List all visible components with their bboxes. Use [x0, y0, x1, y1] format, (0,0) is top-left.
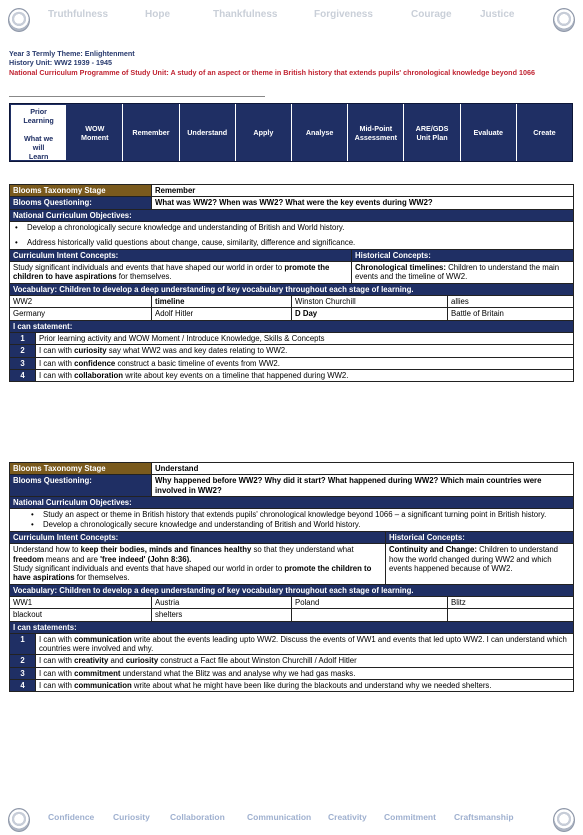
i-can-label: I can statement:: [10, 320, 574, 332]
value-truthfulness: Truthfulness: [48, 9, 109, 20]
footer-value-curiosity: Curiosity: [113, 812, 150, 822]
school-crest-icon: [553, 808, 575, 832]
values-header: [38, 9, 538, 27]
stage-value: Remember: [152, 185, 574, 197]
stage-remember[interactable]: Remember: [123, 104, 179, 161]
vocab-cell: D Day: [292, 308, 448, 320]
vocab-label: Vocabulary: Children to develop a deep understanding of key vocabulary throughout each stage of learning.: [10, 584, 574, 596]
statement-number: 4: [10, 680, 36, 692]
stage-mid-point-assessment[interactable]: Mid-Point Assessment: [348, 104, 404, 161]
remember-stage-table: [9, 184, 574, 382]
vocab-cell: Poland: [292, 596, 448, 608]
value-thankfulness: Thankfulness: [213, 9, 278, 20]
footer-value-collaboration: Collaboration: [170, 812, 225, 822]
footer-value-craftsmanship: Craftsmanship: [454, 812, 514, 822]
stage-prior-learning[interactable]: Prior Learning What we will Learn: [10, 104, 67, 161]
statement-number: 3: [10, 667, 36, 679]
statement-number: 4: [10, 369, 36, 381]
value-hope: Hope: [145, 9, 170, 20]
statement-number: 1: [10, 633, 36, 655]
vocab-cell: Battle of Britain: [448, 308, 574, 320]
stage-label: Blooms Taxonomy Stage: [10, 463, 152, 475]
vocab-cell: WW2: [10, 296, 152, 308]
footer-value-confidence: Confidence: [48, 812, 95, 822]
vocab-cell: allies: [448, 296, 574, 308]
objectives-label: National Curriculum Objectives:: [10, 209, 574, 221]
statement-text: I can with communication write about what he might have been like during the blackouts and understand why we needed shelters.: [36, 680, 574, 692]
stage-analyse[interactable]: Analyse: [292, 104, 348, 161]
objective-item: • Develop a chronologically secure knowledge and understanding of British and World history.: [13, 520, 570, 530]
value-courage: Courage: [411, 9, 452, 20]
vocab-cell: WW1: [10, 596, 152, 608]
school-crest-icon: [553, 8, 575, 32]
stage-apply[interactable]: Apply: [236, 104, 292, 161]
vocab-label: Vocabulary: Children to develop a deep understanding of key vocabulary throughout each stage of learning.: [10, 283, 574, 295]
history-unit: History Unit: WW2 1939 - 1945: [9, 58, 113, 68]
objectives-label: National Curriculum Objectives:: [10, 496, 574, 508]
footer-values: [38, 812, 538, 826]
statement-text: I can with curiosity say what WW2 was and key dates relating to WW2.: [36, 345, 574, 357]
statement-number: 3: [10, 357, 36, 369]
statement-text: I can with creativity and curiosity construct a Fact file about Winston Churchill / Adolf Hitler: [36, 655, 574, 667]
footer-value-communication: Communication: [247, 812, 312, 822]
stage-create[interactable]: Create: [533, 128, 556, 137]
statement-number: 1: [10, 332, 36, 344]
stage-wow-moment[interactable]: WOW Moment: [67, 104, 123, 161]
objectives-list: [10, 509, 574, 532]
historical-label: Historical Concepts:: [352, 249, 574, 261]
i-can-label: I can statements:: [10, 621, 574, 633]
stage-label: Blooms Taxonomy Stage: [10, 185, 152, 197]
school-crest-icon: [8, 8, 30, 32]
questioning-label: Blooms Questioning:: [10, 197, 152, 209]
school-crest-icon: [8, 808, 30, 832]
objectives-list: [10, 221, 574, 249]
curriculum-unit: National Curriculum Programme of Study Unit: A study of an aspect or theme in British history that extends pupils' chronological knowledge beyond 1066: [9, 67, 535, 77]
vocab-cell: Adolf Hitler: [152, 308, 292, 320]
questioning-label: Blooms Questioning:: [10, 475, 152, 497]
vocab-cell: [448, 609, 574, 621]
stage-value: Understand: [152, 463, 574, 475]
vocab-cell: Winston Churchill: [292, 296, 448, 308]
stage-evaluate[interactable]: Evaluate: [461, 104, 517, 161]
statement-text: I can with commitment understand what the Blitz was and analyse why we had gas masks.: [36, 667, 574, 679]
objective-item: • Study an aspect or theme in British history that extends pupils' chronological knowledge beyond 1066 – a significant turning point in British history.: [13, 510, 570, 520]
questioning-value: What was WW2? When was WW2? What were the key events during WW2?: [152, 197, 574, 209]
vocab-cell: [292, 609, 448, 621]
value-justice: Justice: [480, 9, 515, 20]
lesson-stage-bar: [9, 103, 573, 162]
historical-text: Continuity and Change: Children to understand how the world changed during WW2 and which events happened because of WW2.: [386, 544, 574, 584]
statement-text: I can with collaboration write about key events on a timeline that happened during WW2.: [36, 369, 574, 381]
vocab-cell: Germany: [10, 308, 152, 320]
statement-text: Prior learning activity and WOW Moment / Introduce Knowledge, Skills & Concepts: [36, 332, 574, 344]
statement-number: 2: [10, 655, 36, 667]
statement-text: I can with confidence construct a basic timeline of events from WW2.: [36, 357, 574, 369]
questioning-value: Why happened before WW2? Why did it start? What happened during WW2? Which main countries were involved in WW2?: [152, 475, 574, 497]
intent-text: Study significant individuals and events that have shaped our world in order to promote the children to have aspirations for themselves.: [10, 262, 352, 284]
objective-item: • Address historically valid questions about change, cause, similarity, difference and significance.: [13, 238, 570, 248]
historical-label: Historical Concepts:: [386, 532, 574, 544]
intent-label: Curriculum Intent Concepts:: [10, 249, 352, 261]
intent-label: Curriculum Intent Concepts:: [10, 532, 386, 544]
vocab-cell: blackout: [10, 609, 152, 621]
statement-number: 2: [10, 345, 36, 357]
vocab-cell: Austria: [152, 596, 292, 608]
value-forgiveness: Forgiveness: [314, 9, 373, 20]
footer-value-creativity: Creativity: [328, 812, 367, 822]
intent-text: Understand how to keep their bodies, minds and finances healthy so that they understand what freedom means and are 'free indeed' (John 8:36). Study significant individuals and events that have shaped our world in order to promote the children to have aspirations for themselves.: [10, 544, 386, 584]
understand-stage-table: [9, 462, 574, 692]
objective-item: • Develop a chronologically secure knowledge and understanding of British and World history.: [13, 223, 570, 238]
vocab-cell: shelters: [152, 609, 292, 621]
stage-understand[interactable]: Understand: [180, 104, 236, 161]
unit-header: [9, 49, 571, 77]
stage-are-gds-unit-plan[interactable]: ARE/GDS Unit Plan: [404, 104, 460, 161]
vocab-cell: timeline: [152, 296, 292, 308]
vocab-cell: Blitz: [448, 596, 574, 608]
historical-text: Chronological timelines: Children to understand the main events and the timeline of WW2.: [352, 262, 574, 284]
statement-text: I can with communication write about the events leading upto WW2. Discuss the events of WW1 and events that led upto WW2. I can understand which countries were involved and why.: [36, 633, 574, 655]
header-divider: [9, 96, 265, 97]
footer-value-commitment: Commitment: [384, 812, 436, 822]
termly-theme: Year 3 Termly Theme: Enlightenment: [9, 49, 135, 58]
